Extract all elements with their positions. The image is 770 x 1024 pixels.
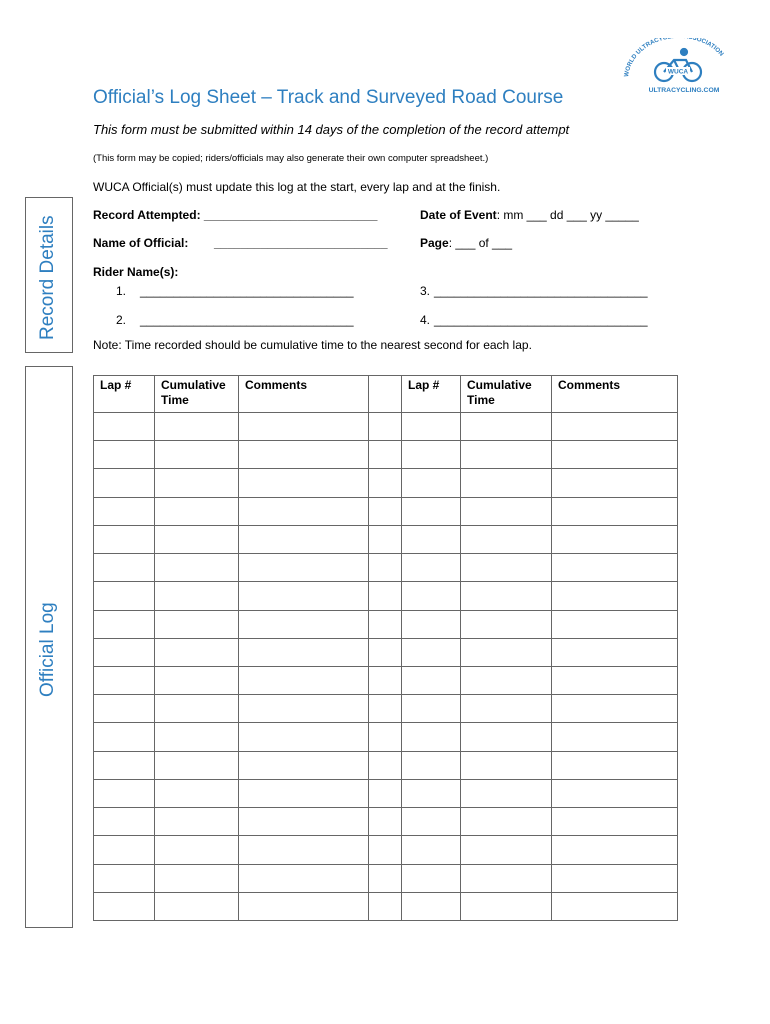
update-instruction: WUCA Official(s) must update this log at the start, every lap and at the finish. (93, 180, 501, 194)
log-row (94, 413, 678, 441)
log-cell-spacer (369, 497, 402, 525)
log-cell-lap-right[interactable] (402, 666, 461, 694)
log-cell-lap-right[interactable] (402, 497, 461, 525)
log-cell-spacer (369, 864, 402, 892)
log-cell-comments-left[interactable] (239, 751, 369, 779)
log-cell-cumulative-time-left[interactable] (155, 638, 239, 666)
log-cell-cumulative-time-right[interactable] (461, 836, 552, 864)
log-cell-cumulative-time-right[interactable] (461, 582, 552, 610)
log-cell-comments-right[interactable] (552, 666, 678, 694)
log-row (94, 554, 678, 582)
log-cell-lap-right[interactable] (402, 864, 461, 892)
log-cell-comments-right[interactable] (552, 469, 678, 497)
log-cell-cumulative-time-left[interactable] (155, 582, 239, 610)
log-cell-spacer (369, 638, 402, 666)
rider-1-field[interactable]: ________________________________ (140, 284, 354, 298)
page-title: Official’s Log Sheet – Track and Surveyed Road Course (93, 87, 564, 108)
log-cell-lap-right[interactable] (402, 695, 461, 723)
log-cell-cumulative-time-right[interactable] (461, 497, 552, 525)
log-cell-spacer (369, 808, 402, 836)
log-cell-comments-left[interactable] (239, 779, 369, 807)
official-log-label: Official Log (37, 602, 58, 697)
log-row (94, 836, 678, 864)
log-cell-lap-left[interactable] (94, 723, 155, 751)
record-attempted-label: Record Attempted: __________________________ (93, 208, 378, 222)
log-cell-comments-right[interactable] (552, 836, 678, 864)
log-cell-spacer (369, 554, 402, 582)
log-cell-comments-right[interactable] (552, 751, 678, 779)
log-cell-cumulative-time-right[interactable] (461, 441, 552, 469)
log-cell-cumulative-time-right[interactable] (461, 779, 552, 807)
date-of-event (420, 208, 639, 222)
log-cell-comments-left[interactable] (239, 836, 369, 864)
log-cell-lap-right[interactable] (402, 751, 461, 779)
logo-arc-text: WORLD ULTRACY SOCIATION (623, 38, 725, 78)
log-cell-cumulative-time-right[interactable] (461, 469, 552, 497)
log-cell-comments-right[interactable] (552, 864, 678, 892)
log-row (94, 751, 678, 779)
log-row (94, 610, 678, 638)
log-cell-cumulative-time-right[interactable] (461, 413, 552, 441)
log-row (94, 469, 678, 497)
page-number (420, 236, 512, 250)
logo-center-text: WUCA (667, 68, 689, 76)
page-field[interactable]: : ___ of ___ (448, 236, 513, 250)
log-row (94, 441, 678, 469)
log-cell-cumulative-time-right[interactable] (461, 695, 552, 723)
log-cell-spacer (369, 413, 402, 441)
log-cell-comments-left[interactable] (239, 582, 369, 610)
log-cell-comments-right[interactable] (552, 892, 678, 920)
log-cell-lap-right[interactable] (402, 892, 461, 920)
log-cell-cumulative-time-right[interactable] (461, 666, 552, 694)
header-spacer (369, 376, 402, 413)
log-cell-comments-right[interactable] (552, 808, 678, 836)
log-cell-lap-right[interactable] (402, 808, 461, 836)
log-cell-lap-right[interactable] (402, 413, 461, 441)
log-cell-lap-right[interactable] (402, 554, 461, 582)
log-row (94, 864, 678, 892)
official-name-label: Name of Official: (93, 236, 189, 250)
log-cell-lap-left[interactable] (94, 808, 155, 836)
record-details-label: Record Details (37, 215, 58, 340)
log-cell-cumulative-time-right[interactable] (461, 808, 552, 836)
log-cell-lap-left[interactable] (94, 666, 155, 694)
logo-url-text: ULTRACYCLING.COM (648, 87, 720, 94)
log-cell-spacer (369, 469, 402, 497)
log-cell-cumulative-time-left[interactable] (155, 892, 239, 920)
log-cell-comments-left[interactable] (239, 525, 369, 553)
log-cell-comments-left[interactable] (239, 695, 369, 723)
log-row (94, 723, 678, 751)
log-cell-cumulative-time-right[interactable] (461, 525, 552, 553)
header-lap-right: Lap # (402, 376, 461, 413)
log-header-row (94, 376, 678, 413)
log-row (94, 638, 678, 666)
log-row (94, 666, 678, 694)
log-cell-comments-left[interactable] (239, 497, 369, 525)
log-cell-cumulative-time-left[interactable] (155, 610, 239, 638)
log-cell-lap-right[interactable] (402, 610, 461, 638)
log-cell-cumulative-time-right[interactable] (461, 864, 552, 892)
rider-4-number: 4. (420, 313, 431, 327)
header-cumulative-time-left: Cumulative Time (155, 376, 239, 413)
log-cell-lap-left[interactable] (94, 525, 155, 553)
log-cell-comments-right[interactable] (552, 638, 678, 666)
log-cell-lap-left[interactable] (94, 413, 155, 441)
log-cell-comments-right[interactable] (552, 413, 678, 441)
date-of-event-label: Date of Event (420, 208, 497, 222)
log-cell-lap-right[interactable] (402, 723, 461, 751)
log-row (94, 525, 678, 553)
log-row (94, 779, 678, 807)
log-cell-spacer (369, 751, 402, 779)
log-cell-spacer (369, 779, 402, 807)
log-cell-comments-left[interactable] (239, 808, 369, 836)
log-cell-spacer (369, 695, 402, 723)
submission-deadline-note: This form must be submitted within 14 days of the completion of the record attempt (93, 122, 570, 137)
log-cell-lap-left[interactable] (94, 469, 155, 497)
log-cell-comments-left[interactable] (239, 666, 369, 694)
log-cell-cumulative-time-right[interactable] (461, 892, 552, 920)
log-cell-lap-left[interactable] (94, 751, 155, 779)
log-cell-cumulative-time-left[interactable] (155, 469, 239, 497)
header-comments-left: Comments (239, 376, 369, 413)
log-cell-cumulative-time-left[interactable] (155, 836, 239, 864)
log-cell-cumulative-time-left[interactable] (155, 695, 239, 723)
log-row (94, 808, 678, 836)
header-cumulative-time-right: Cumulative Time (461, 376, 552, 413)
log-cell-lap-right[interactable] (402, 469, 461, 497)
log-cell-lap-left[interactable] (94, 892, 155, 920)
copy-permission-note: (This form may be copied; riders/officials may also generate their own computer spreadsheet.) (93, 153, 489, 164)
header-lap-left: Lap # (94, 376, 155, 413)
cumulative-time-note: Note: Time recorded should be cumulative time to the nearest second for each lap. (93, 338, 532, 352)
log-cell-spacer (369, 723, 402, 751)
log-cell-comments-right[interactable] (552, 441, 678, 469)
record-attempted-field[interactable]: __________________________ (203, 208, 378, 222)
log-cell-cumulative-time-left[interactable] (155, 554, 239, 582)
log-cell-lap-right[interactable] (402, 836, 461, 864)
log-cell-comments-right[interactable] (552, 554, 678, 582)
log-cell-comments-right[interactable] (552, 525, 678, 553)
log-cell-lap-right[interactable] (402, 779, 461, 807)
date-of-event-field[interactable]: : mm ___ dd ___ yy _____ (496, 208, 639, 222)
log-cell-comments-left[interactable] (239, 638, 369, 666)
rider-4-field[interactable]: ________________________________ (434, 313, 648, 327)
log-cell-comments-right[interactable] (552, 695, 678, 723)
official-name-field[interactable]: __________________________ (214, 236, 388, 250)
log-cell-comments-right[interactable] (552, 582, 678, 610)
log-cell-comments-left[interactable] (239, 469, 369, 497)
log-cell-spacer (369, 892, 402, 920)
log-row (94, 695, 678, 723)
log-cell-lap-right[interactable] (402, 441, 461, 469)
log-cell-cumulative-time-right[interactable] (461, 638, 552, 666)
log-cell-spacer (369, 582, 402, 610)
header-comments-right: Comments (552, 376, 678, 413)
official-log-table (93, 375, 678, 921)
log-cell-lap-left[interactable] (94, 638, 155, 666)
log-cell-comments-left[interactable] (239, 413, 369, 441)
rider-2-field[interactable]: ________________________________ (140, 313, 354, 327)
log-cell-comments-right[interactable] (552, 779, 678, 807)
log-cell-cumulative-time-left[interactable] (155, 525, 239, 553)
cyclist-logo-icon (655, 49, 701, 81)
log-cell-lap-left[interactable] (94, 441, 155, 469)
log-cell-lap-left[interactable] (94, 554, 155, 582)
log-cell-cumulative-time-left[interactable] (155, 497, 239, 525)
log-cell-cumulative-time-right[interactable] (461, 723, 552, 751)
wuca-logo (618, 38, 736, 96)
log-cell-comments-right[interactable] (552, 497, 678, 525)
log-cell-lap-right[interactable] (402, 638, 461, 666)
rider-2-number: 2. (116, 313, 127, 327)
log-cell-cumulative-time-left[interactable] (155, 751, 239, 779)
log-cell-spacer (369, 836, 402, 864)
log-row (94, 892, 678, 920)
log-cell-cumulative-time-left[interactable] (155, 779, 239, 807)
log-cell-cumulative-time-left[interactable] (155, 864, 239, 892)
log-cell-comments-right[interactable] (552, 723, 678, 751)
log-cell-comments-left[interactable] (239, 441, 369, 469)
rider-1-number: 1. (116, 284, 127, 298)
log-cell-lap-right[interactable] (402, 525, 461, 553)
log-cell-cumulative-time-left[interactable] (155, 723, 239, 751)
page-label: Page (420, 236, 449, 250)
log-cell-cumulative-time-left[interactable] (155, 413, 239, 441)
log-cell-cumulative-time-left[interactable] (155, 441, 239, 469)
log-cell-lap-left[interactable] (94, 497, 155, 525)
rider-3-field[interactable]: ________________________________ (434, 284, 648, 298)
log-cell-comments-left[interactable] (239, 554, 369, 582)
log-cell-lap-left[interactable] (94, 695, 155, 723)
log-row (94, 497, 678, 525)
log-cell-lap-left[interactable] (94, 836, 155, 864)
log-cell-lap-right[interactable] (402, 582, 461, 610)
log-cell-comments-right[interactable] (552, 610, 678, 638)
rider-names-label: Rider Name(s): (93, 265, 179, 279)
log-cell-cumulative-time-right[interactable] (461, 554, 552, 582)
log-cell-cumulative-time-right[interactable] (461, 751, 552, 779)
log-cell-spacer (369, 441, 402, 469)
log-cell-lap-left[interactable] (94, 864, 155, 892)
log-cell-comments-left[interactable] (239, 892, 369, 920)
log-cell-spacer (369, 666, 402, 694)
log-cell-cumulative-time-left[interactable] (155, 666, 239, 694)
log-cell-comments-left[interactable] (239, 610, 369, 638)
log-cell-comments-left[interactable] (239, 864, 369, 892)
log-cell-lap-left[interactable] (94, 779, 155, 807)
log-row (94, 582, 678, 610)
log-cell-cumulative-time-left[interactable] (155, 808, 239, 836)
log-cell-lap-left[interactable] (94, 610, 155, 638)
log-cell-spacer (369, 610, 402, 638)
log-cell-lap-left[interactable] (94, 582, 155, 610)
log-cell-comments-left[interactable] (239, 723, 369, 751)
rider-3-number: 3. (420, 284, 431, 298)
log-cell-cumulative-time-right[interactable] (461, 610, 552, 638)
log-cell-spacer (369, 525, 402, 553)
